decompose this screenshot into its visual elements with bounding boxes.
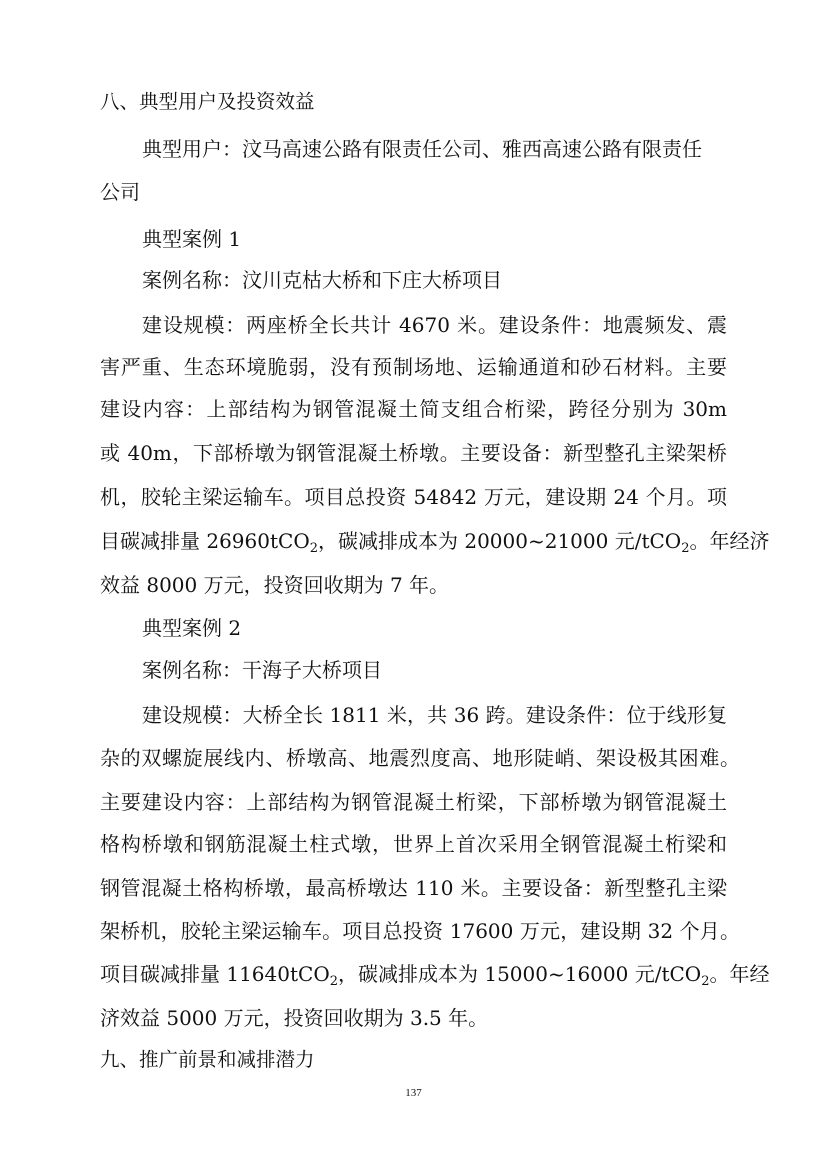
case-2-name: 案例名称：干海子大桥项目 xyxy=(142,658,382,682)
case-1-line-5: 机，胶轮主梁运输车。项目总投资 54842 万元，建设期 24 个月。项 xyxy=(100,485,727,509)
case-2-line-5: 钢管混凝土格构桥墩，最高桥墩达 110 米。主要设备：新型整孔主梁 xyxy=(100,876,727,900)
case-1-line-1: 建设规模：两座桥全长共计 4670 米。建设条件：地震频发、震 xyxy=(142,313,727,337)
subscript-2: 2 xyxy=(701,974,710,989)
section-9-heading: 九、推广前景和减排潜力 xyxy=(100,1048,315,1071)
case-2-emission-c: 。年经 xyxy=(709,962,770,986)
case-2-emission-line xyxy=(100,960,770,989)
subscript-2: 2 xyxy=(329,974,338,989)
case-2-line-3: 主要建设内容：上部结构为钢管混凝土桁梁，下部桥墩为钢管混凝土 xyxy=(100,790,727,814)
case-1-line-2: 害严重、生态环境脆弱，没有预制场地、运输通道和砂石材料。主要 xyxy=(100,355,727,379)
case-2-emission-a: 项目碳减排量 11640tCO xyxy=(100,962,330,986)
case-1-emission-b: ，碳减排成本为 20000~21000 元/tCO xyxy=(318,529,682,553)
case-1-emission-c: 。年经济 xyxy=(689,529,770,553)
case-2-line-4: 格构桥墩和钢筋混凝土柱式墩，世界上首次采用全钢管混凝土桁梁和 xyxy=(100,832,727,856)
case-2-label: 典型案例 2 xyxy=(142,616,242,640)
case-2-line-6: 架桥机，胶轮主梁运输车。项目总投资 17600 万元，建设期 32 个月。 xyxy=(100,919,740,943)
case-1-label: 典型案例 1 xyxy=(142,227,242,251)
subscript-2: 2 xyxy=(309,541,318,556)
page-number: 137 xyxy=(405,1087,422,1099)
case-1-emission-line xyxy=(100,527,770,556)
case-1-name: 案例名称：汶川克枯大桥和下庄大桥项目 xyxy=(142,268,502,292)
section-8-heading: 八、典型用户及投资效益 xyxy=(100,90,315,113)
case-2-emission-b: ，碳减排成本为 15000~16000 元/tCO xyxy=(338,962,702,986)
case-1-line-4: 或 40m，下部桥墩为钢管混凝土桥墩。主要设备：新型整孔主梁架桥 xyxy=(100,441,727,465)
case-2-benefit: 济效益 5000 万元，投资回收期为 3.5 年。 xyxy=(100,1006,489,1030)
case-1-line-3: 建设内容：上部结构为钢管混凝土简支组合桁梁，跨径分别为 30m xyxy=(100,397,727,421)
subscript-2: 2 xyxy=(681,541,690,556)
typical-users-line-1: 典型用户：汶马高速公路有限责任公司、雅西高速公路有限责任 xyxy=(142,137,702,161)
case-1-emission-a: 目碳减排量 26960tCO xyxy=(100,529,310,553)
case-2-line-1: 建设规模：大桥全长 1811 米，共 36 跨。建设条件：位于线形复 xyxy=(142,703,727,727)
case-2-line-2: 杂的双螺旋展线内、桥墩高、地震烈度高、地形陡峭、架设极其困难。 xyxy=(100,746,740,770)
typical-users-line-2: 公司 xyxy=(100,180,140,204)
case-1-benefit: 效益 8000 万元，投资回收期为 7 年。 xyxy=(100,573,450,597)
